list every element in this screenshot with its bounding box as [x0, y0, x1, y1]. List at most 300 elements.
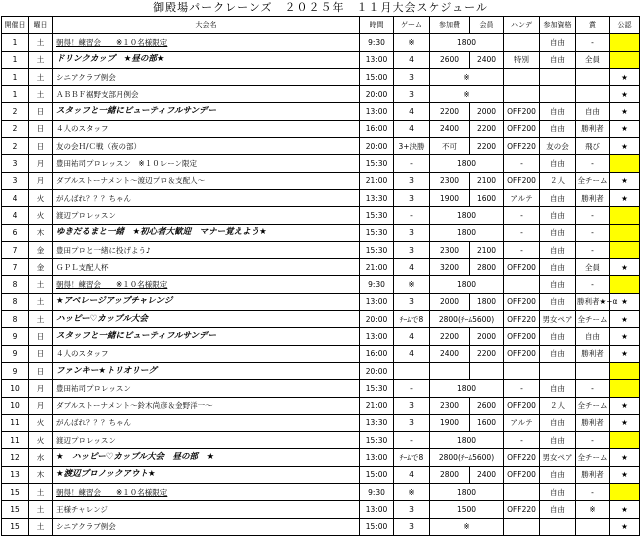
cell-certified: ★ — [610, 466, 640, 483]
cell-event-name: ハッピー♡カップル大会 — [53, 311, 360, 328]
cell-qualification: 自由 — [540, 466, 576, 483]
cell-games: 3 — [394, 501, 430, 518]
cell-weekday: 土 — [29, 293, 53, 310]
cell-handicap: OFF220 — [504, 449, 540, 466]
cell-fee: 2600 — [430, 51, 470, 68]
cell-handicap — [504, 276, 540, 293]
cell-member-fee: 2200 — [470, 120, 504, 137]
cell-weekday: 土 — [29, 276, 53, 293]
cell-member-fee: 2100 — [470, 172, 504, 189]
cell-day: 3 — [2, 155, 29, 172]
cell-day: 13 — [2, 466, 29, 483]
cell-time: 9:30 — [360, 34, 394, 51]
cell-weekday: 土 — [29, 501, 53, 518]
cell-event-name: ★ ハッピー♡カップル大会 昼の部 ★ — [53, 449, 360, 466]
cell-certified: ★ — [610, 259, 640, 276]
cell-games: - — [394, 380, 430, 397]
cell-games: 4 — [394, 103, 430, 120]
cell-weekday: 木 — [29, 224, 53, 241]
cell-handicap: - — [504, 155, 540, 172]
cell-handicap: OFF200 — [504, 345, 540, 362]
cell-fee: 1900 — [430, 414, 470, 431]
cell-qualification: 自由 — [540, 34, 576, 51]
table-row — [2, 138, 640, 155]
cell-prize: - — [576, 484, 610, 501]
cell-time: 13:00 — [360, 103, 394, 120]
cell-games: ※ — [394, 34, 430, 51]
cell-event-name: ＡＢＢＦ裾野支部月例会 — [53, 86, 360, 103]
cell-event-name: 朝得！練習会 ※１０名様限定 — [53, 276, 360, 293]
cell-fee — [430, 362, 470, 379]
cell-certified — [610, 484, 640, 501]
cell-prize: 自由 — [576, 328, 610, 345]
cell-fee: 1900 — [430, 189, 470, 206]
cell-handicap — [504, 34, 540, 51]
cell-member-fee: 2100 — [470, 241, 504, 258]
cell-weekday: 土 — [29, 34, 53, 51]
cell-qualification: 自由 — [540, 207, 576, 224]
schedule-table — [1, 16, 640, 536]
cell-handicap: OFF200 — [504, 172, 540, 189]
cell-handicap: - — [504, 432, 540, 449]
cell-handicap — [504, 484, 540, 501]
cell-weekday: 月 — [29, 172, 53, 189]
cell-games: ﾁｰﾑで8 — [394, 449, 430, 466]
cell-fee: ※ — [430, 86, 504, 103]
cell-certified — [610, 155, 640, 172]
cell-fee: 2300 — [430, 397, 470, 414]
cell-games: 4 — [394, 120, 430, 137]
cell-certified — [610, 276, 640, 293]
cell-weekday: 月 — [29, 380, 53, 397]
table-row — [2, 34, 640, 51]
cell-prize — [576, 362, 610, 379]
cell-event-name: ＧＰＬ支配人杯 — [53, 259, 360, 276]
cell-weekday: 金 — [29, 259, 53, 276]
cell-handicap: OFF200 — [504, 397, 540, 414]
cell-weekday: 日 — [29, 328, 53, 345]
cell-certified: ★ — [610, 518, 640, 535]
cell-day: 11 — [2, 432, 29, 449]
cell-handicap: OFF200 — [504, 259, 540, 276]
cell-certified: ★ — [610, 68, 640, 85]
cell-prize: - — [576, 432, 610, 449]
cell-prize: - — [576, 155, 610, 172]
cell-day: 7 — [2, 241, 29, 258]
cell-certified — [610, 432, 640, 449]
cell-day: 1 — [2, 34, 29, 51]
cell-certified: ★ — [610, 345, 640, 362]
table-row — [2, 120, 640, 137]
cell-event-name: ゆきだるまと一緒 ★初心者大歓迎 マナー覚えよう★ — [53, 224, 360, 241]
cell-qualification: 自由 — [540, 345, 576, 362]
cell-weekday: 土 — [29, 518, 53, 535]
cell-certified: ★ — [610, 449, 640, 466]
col-header: ゲーム — [394, 17, 430, 34]
cell-handicap: OFF220 — [504, 311, 540, 328]
cell-certified: ★ — [610, 328, 640, 345]
cell-weekday: 土 — [29, 311, 53, 328]
cell-qualification: 自由 — [540, 224, 576, 241]
table-row — [2, 397, 640, 414]
cell-day: 8 — [2, 293, 29, 310]
table-row — [2, 328, 640, 345]
cell-fee: 2400 — [430, 345, 470, 362]
cell-fee: 1800 — [430, 276, 504, 293]
cell-time: 15:00 — [360, 466, 394, 483]
cell-handicap — [504, 362, 540, 379]
cell-fee: 2300 — [430, 172, 470, 189]
cell-time: 9:30 — [360, 484, 394, 501]
cell-prize: - — [576, 380, 610, 397]
cell-handicap: 特別 — [504, 51, 540, 68]
cell-prize: 全員 — [576, 259, 610, 276]
cell-weekday: 日 — [29, 138, 53, 155]
cell-time: 20:00 — [360, 362, 394, 379]
cell-qualification: 自由 — [540, 380, 576, 397]
cell-qualification — [540, 518, 576, 535]
cell-day: 4 — [2, 189, 29, 206]
cell-day: 8 — [2, 311, 29, 328]
table-row — [2, 466, 640, 483]
table-row — [2, 432, 640, 449]
cell-time: 15:30 — [360, 380, 394, 397]
cell-time: 13:30 — [360, 414, 394, 431]
cell-prize: 自由 — [576, 103, 610, 120]
cell-event-name: 王様チャレンジ — [53, 501, 360, 518]
cell-qualification: 自由 — [540, 259, 576, 276]
col-header: 開催日 — [2, 17, 29, 34]
cell-prize — [576, 86, 610, 103]
cell-day: 12 — [2, 449, 29, 466]
cell-day: 15 — [2, 518, 29, 535]
cell-prize: - — [576, 207, 610, 224]
cell-member-fee — [470, 362, 504, 379]
cell-weekday: 土 — [29, 51, 53, 68]
cell-weekday: 金 — [29, 241, 53, 258]
cell-certified — [610, 34, 640, 51]
cell-member-fee: 1600 — [470, 414, 504, 431]
cell-member-fee: 2400 — [470, 51, 504, 68]
table-row — [2, 172, 640, 189]
cell-games: 3 — [394, 414, 430, 431]
cell-event-name: ダブルストーナメント～鈴木尚彦＆金野洋一～ — [53, 397, 360, 414]
cell-weekday: 火 — [29, 432, 53, 449]
cell-event-name: 渡辺プロレッスン — [53, 432, 360, 449]
table-row — [2, 293, 640, 310]
cell-fee: 1500 — [430, 501, 504, 518]
cell-qualification: 自由 — [540, 241, 576, 258]
col-header: 時間 — [360, 17, 394, 34]
cell-event-name: 渡辺プロレッスン — [53, 207, 360, 224]
cell-handicap — [504, 86, 540, 103]
cell-prize: 勝利者 — [576, 120, 610, 137]
cell-event-name: ドリンクカップ ★昼の部★ — [53, 51, 360, 68]
cell-handicap: OFF220 — [504, 501, 540, 518]
cell-day: 3 — [2, 172, 29, 189]
cell-qualification: 自由 — [540, 155, 576, 172]
page-title: 御殿場パークレーンズ ２０２５年 １１月大会スケジュール — [153, 1, 488, 14]
cell-weekday: 日 — [29, 103, 53, 120]
cell-qualification: 自由 — [540, 120, 576, 137]
cell-day: 11 — [2, 414, 29, 431]
cell-qualification: 友の会 — [540, 138, 576, 155]
cell-games: 3 — [394, 293, 430, 310]
cell-certified: ★ — [610, 189, 640, 206]
cell-weekday: 木 — [29, 466, 53, 483]
cell-time: 13:00 — [360, 328, 394, 345]
cell-games: 4 — [394, 328, 430, 345]
cell-prize: 勝利者 — [576, 345, 610, 362]
cell-event-name: ４人のスタッフ — [53, 345, 360, 362]
cell-time: 9:30 — [360, 276, 394, 293]
cell-weekday: 土 — [29, 68, 53, 85]
table-row — [2, 103, 640, 120]
cell-fee: 2200 — [430, 328, 470, 345]
cell-prize: 勝利者 — [576, 414, 610, 431]
cell-certified: ★ — [610, 138, 640, 155]
cell-weekday: 水 — [29, 449, 53, 466]
cell-event-name: ★渡辺プロノックアウト★ — [53, 466, 360, 483]
cell-event-name: ★アベレージアップチャレンジ — [53, 293, 360, 310]
cell-games: ※ — [394, 484, 430, 501]
cell-games: 4 — [394, 345, 430, 362]
cell-certified: ★ — [610, 414, 640, 431]
cell-day: 2 — [2, 120, 29, 137]
cell-time: 16:00 — [360, 120, 394, 137]
cell-games: 3 — [394, 518, 430, 535]
table-row — [2, 207, 640, 224]
table-row — [2, 86, 640, 103]
cell-time: 20:00 — [360, 311, 394, 328]
cell-games: 3 — [394, 397, 430, 414]
cell-member-fee: 2200 — [470, 345, 504, 362]
cell-day: 1 — [2, 68, 29, 85]
cell-time: 15:30 — [360, 241, 394, 258]
cell-fee: ※ — [430, 68, 504, 85]
table-row — [2, 362, 640, 379]
cell-fee: 1800 — [430, 484, 504, 501]
cell-time: 13:30 — [360, 189, 394, 206]
cell-fee: 2800 — [430, 466, 470, 483]
cell-day: 1 — [2, 86, 29, 103]
table-row — [2, 518, 640, 535]
cell-prize: - — [576, 276, 610, 293]
cell-qualification: 男女ペア — [540, 449, 576, 466]
cell-prize: - — [576, 34, 610, 51]
cell-member-fee: 2800 — [470, 259, 504, 276]
cell-day: 2 — [2, 103, 29, 120]
cell-games: 3 — [394, 68, 430, 85]
cell-day: 7 — [2, 259, 29, 276]
cell-member-fee: 2200 — [470, 138, 504, 155]
col-header: 参加費 — [430, 17, 470, 34]
cell-handicap: - — [504, 380, 540, 397]
cell-qualification: 自由 — [540, 484, 576, 501]
cell-games: 3 — [394, 172, 430, 189]
cell-fee: 1800 — [430, 207, 504, 224]
cell-fee: 3200 — [430, 259, 470, 276]
cell-member-fee: 1600 — [470, 189, 504, 206]
table-row — [2, 414, 640, 431]
cell-time: 15:30 — [360, 155, 394, 172]
cell-handicap: OFF220 — [504, 138, 540, 155]
cell-fee: 1800 — [430, 380, 504, 397]
cell-event-name: 朝得！練習会 ※１０名様限定 — [53, 484, 360, 501]
cell-fee: 2200 — [430, 103, 470, 120]
cell-games: 3 — [394, 224, 430, 241]
cell-event-name: ファンキー★トリオリーグ — [53, 362, 360, 379]
cell-handicap: - — [504, 241, 540, 258]
cell-day: 1 — [2, 51, 29, 68]
cell-fee: 1800 — [430, 432, 504, 449]
col-header: 会員 — [470, 17, 504, 34]
cell-time: 15:30 — [360, 432, 394, 449]
cell-day: 15 — [2, 501, 29, 518]
cell-prize: 全チーム — [576, 397, 610, 414]
cell-prize: 全チーム — [576, 311, 610, 328]
cell-games: 3 — [394, 241, 430, 258]
cell-event-name: 豊田祐司プロレッスン — [53, 380, 360, 397]
cell-qualification — [540, 362, 576, 379]
cell-qualification: 自由 — [540, 103, 576, 120]
cell-qualification: 自由 — [540, 501, 576, 518]
cell-certified — [610, 51, 640, 68]
cell-certified: ★ — [610, 293, 640, 310]
cell-day: 9 — [2, 345, 29, 362]
cell-fee: 2400 — [430, 120, 470, 137]
table-row — [2, 224, 640, 241]
cell-handicap: OFF200 — [504, 293, 540, 310]
cell-day: 10 — [2, 380, 29, 397]
cell-event-name: 朝得！練習会 ※１０名様限定 — [53, 34, 360, 51]
cell-qualification: 自由 — [540, 293, 576, 310]
cell-weekday: 月 — [29, 155, 53, 172]
cell-games: - — [394, 432, 430, 449]
col-header: 参加資格 — [540, 17, 576, 34]
cell-certified: ★ — [610, 86, 640, 103]
cell-event-name: スタッフと一緒にビューティフルサンデー — [53, 103, 360, 120]
cell-certified: ★ — [610, 120, 640, 137]
cell-time: 15:30 — [360, 224, 394, 241]
cell-qualification — [540, 86, 576, 103]
cell-fee: 1800 — [430, 224, 504, 241]
cell-member-fee: 1800 — [470, 293, 504, 310]
cell-time: 13:00 — [360, 449, 394, 466]
cell-member-fee: 2400 — [470, 466, 504, 483]
col-header: 大会名 — [53, 17, 360, 34]
cell-certified — [610, 362, 640, 379]
cell-certified: ★ — [610, 397, 640, 414]
table-row — [2, 241, 640, 258]
cell-member-fee: 2000 — [470, 103, 504, 120]
cell-prize: 全チーム — [576, 449, 610, 466]
cell-time: 13:00 — [360, 51, 394, 68]
col-header: 賞 — [576, 17, 610, 34]
cell-prize: 全員 — [576, 51, 610, 68]
cell-time: 13:00 — [360, 293, 394, 310]
cell-handicap: OFF200 — [504, 120, 540, 137]
cell-prize: ※ — [576, 501, 610, 518]
cell-fee: 2800(ﾁｰﾑ5600) — [430, 449, 504, 466]
table-row — [2, 189, 640, 206]
cell-games: 4 — [394, 466, 430, 483]
cell-event-name: シニアクラブ例会 — [53, 518, 360, 535]
cell-prize — [576, 518, 610, 535]
cell-time: 20:00 — [360, 86, 394, 103]
cell-qualification: ２人 — [540, 397, 576, 414]
cell-event-name: スタッフと一緒にビューティフルサンデー — [53, 328, 360, 345]
cell-handicap: - — [504, 224, 540, 241]
cell-handicap: - — [504, 207, 540, 224]
cell-day: 4 — [2, 207, 29, 224]
cell-qualification: 自由 — [540, 432, 576, 449]
cell-weekday: 日 — [29, 120, 53, 137]
cell-certified: ★ — [610, 311, 640, 328]
cell-fee: 不可 — [430, 138, 470, 155]
cell-games — [394, 362, 430, 379]
cell-event-name: ４人のスタッフ — [53, 120, 360, 137]
cell-time: 20:00 — [360, 138, 394, 155]
cell-certified — [610, 241, 640, 258]
cell-day: 9 — [2, 328, 29, 345]
cell-fee: ※ — [430, 518, 504, 535]
cell-prize: - — [576, 224, 610, 241]
cell-fee: 1800 — [430, 155, 504, 172]
cell-qualification: 自由 — [540, 51, 576, 68]
cell-games: 3 — [394, 86, 430, 103]
cell-time: 15:00 — [360, 68, 394, 85]
cell-day: 10 — [2, 397, 29, 414]
cell-qualification: 自由 — [540, 276, 576, 293]
cell-day: 9 — [2, 362, 29, 379]
cell-qualification: 自由 — [540, 328, 576, 345]
cell-time: 21:00 — [360, 259, 394, 276]
cell-games: - — [394, 207, 430, 224]
table-row — [2, 68, 640, 85]
cell-certified — [610, 224, 640, 241]
table-row — [2, 276, 640, 293]
cell-day: 8 — [2, 276, 29, 293]
table-row — [2, 311, 640, 328]
table-row — [2, 380, 640, 397]
cell-event-name: 友の会Ｈ/Ｃ戦（夜の部） — [53, 138, 360, 155]
cell-weekday: 日 — [29, 362, 53, 379]
cell-event-name: ダブルストーナメント～渡辺プロ＆支配人～ — [53, 172, 360, 189]
cell-fee: 2300 — [430, 241, 470, 258]
cell-prize — [576, 68, 610, 85]
cell-prize: 全チーム — [576, 172, 610, 189]
cell-prize: - — [576, 241, 610, 258]
cell-certified: ★ — [610, 172, 640, 189]
cell-member-fee: 2600 — [470, 397, 504, 414]
table-row — [2, 345, 640, 362]
cell-handicap — [504, 68, 540, 85]
cell-fee: 2000 — [430, 293, 470, 310]
cell-certified: ★ — [610, 501, 640, 518]
cell-qualification — [540, 68, 576, 85]
cell-fee: 1800 — [430, 34, 504, 51]
cell-prize: 勝利者 — [576, 466, 610, 483]
table-row — [2, 155, 640, 172]
cell-day: 15 — [2, 484, 29, 501]
cell-weekday: 火 — [29, 189, 53, 206]
cell-prize: 勝利者 — [576, 189, 610, 206]
cell-qualification: 自由 — [540, 189, 576, 206]
cell-prize: 勝利者★+α — [576, 293, 610, 310]
table-row — [2, 484, 640, 501]
cell-certified — [610, 207, 640, 224]
